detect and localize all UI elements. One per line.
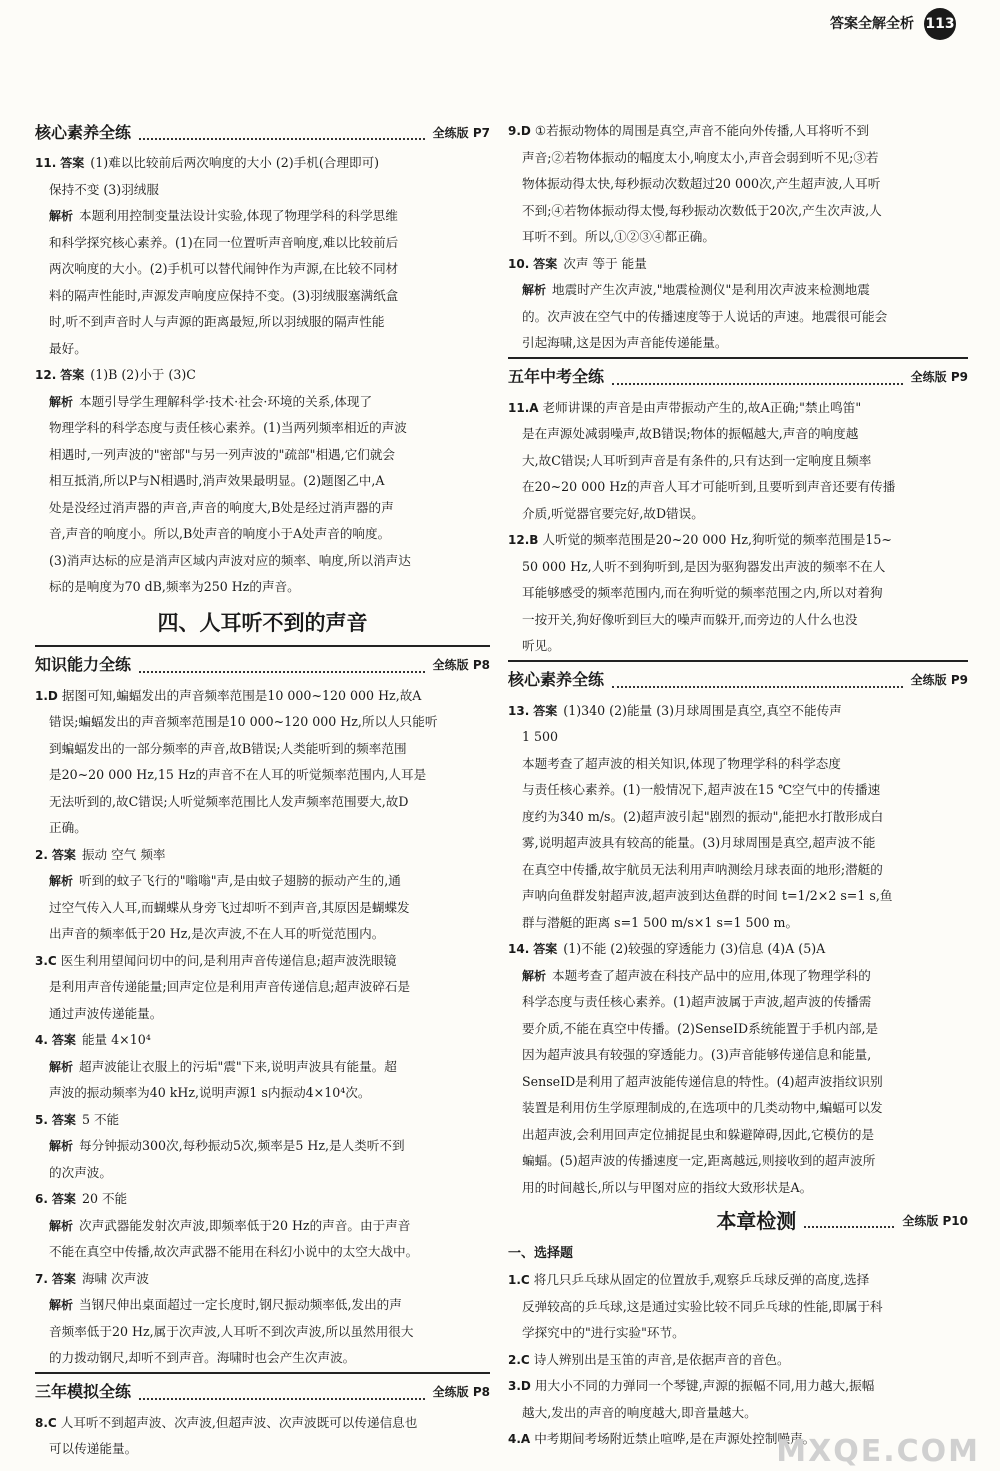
answer-item xyxy=(35,1107,490,1187)
item-number: 1.D xyxy=(35,688,58,703)
dotted-leader xyxy=(612,674,903,688)
item-number: 12. xyxy=(35,368,57,382)
analysis-line: 标的是响度为70 dB,频率为250 Hz的声音。 xyxy=(49,579,300,594)
analysis-line: 一按开关,狗好像听到巨大的噪声而躲开,而旁边的人什么也没 xyxy=(522,611,858,627)
answer-label: 答案 xyxy=(51,1271,76,1286)
watermark: MXQE.COM xyxy=(776,1433,980,1469)
analysis-line: 本题引导学生理解科学·技术·社会·环境的关系,体现了 xyxy=(79,393,373,409)
item-number: 8.C xyxy=(35,1415,57,1430)
section-header xyxy=(508,660,968,696)
answer-label: 答案 xyxy=(51,1033,76,1047)
left-column xyxy=(35,118,490,1463)
analysis-line: 在20~20 000 Hz的声音人耳才可能听到,且要听到声音还要有传播 xyxy=(522,479,896,494)
section-header xyxy=(35,1372,490,1408)
answer-item xyxy=(508,1373,968,1426)
analysis-line: 声波的振动频率为40 kHz,说明声源1 s内振动4×10⁴次。 xyxy=(49,1085,371,1100)
section-page-ref: 全练版 P7 xyxy=(432,125,490,140)
answer-item xyxy=(508,251,968,357)
analysis-line: 不能在真空中传播,故次声武器不能用在科幻小说中的太空大战中。 xyxy=(49,1244,419,1259)
answer-line: 5 不能 xyxy=(81,1111,120,1127)
answer-item xyxy=(508,527,968,660)
analysis-line: 的力拨动钢尺,却听不到声音。海啸时也会产生次声波。 xyxy=(49,1350,356,1365)
analysis-label: 解析 xyxy=(49,209,74,223)
analysis-line: 通过声波传递能量。 xyxy=(49,1005,163,1021)
analysis-line: 最好。 xyxy=(49,340,87,356)
page-number: 113 xyxy=(924,8,956,40)
answer-item xyxy=(35,683,490,842)
item-number: 2.C xyxy=(508,1352,530,1367)
analysis-line: 超声波能让衣服上的污垢"震"下来,说明声波具有能量。超 xyxy=(79,1058,397,1074)
analysis-line: 是20~20 000 Hz,15 Hz的声音不在人耳的听觉频率范围内,人耳是 xyxy=(49,767,427,782)
analysis-line: (3)消声达标的应是消声区域内声波对应的频率、响度,所以消声达 xyxy=(49,552,411,568)
answer-label: 答案 xyxy=(533,942,558,956)
right-column xyxy=(508,118,968,1453)
analysis-line: 因为超声波具有较强的穿透能力。(3)声音能够传递信息和能量, xyxy=(522,1047,872,1062)
analysis-line: 出超声波,会利用回声定位捕捉昆虫和躲避障碍,因此,它模仿的是 xyxy=(522,1126,875,1142)
item-number: 4.A xyxy=(508,1432,531,1446)
analysis-line: 群与潜艇的距离 s=1 500 m/s×1 s=1 500 m。 xyxy=(522,914,799,930)
analysis-line: ①若振动物体的周围是真空,声音不能向外传播,人耳将听不到 xyxy=(534,123,870,138)
analysis-line: 本题考查了超声波在科技产品中的应用,体现了物理学科的 xyxy=(552,967,871,983)
analysis-line: 不到;④若物体振动得太慢,每秒振动次数低于20次,产生次声波,人 xyxy=(522,202,882,218)
analysis-line: 老师讲课的声音是由声带振动产生的,故A正确;"禁止鸣笛" xyxy=(542,399,862,415)
answer-line: 20 不能 xyxy=(81,1191,128,1206)
section-header xyxy=(35,118,490,148)
analysis-line: 声音;②若物体振动的幅度太小,响度太小,声音会弱到听不见;③若 xyxy=(522,149,879,165)
answer-item xyxy=(35,150,490,362)
analysis-line: 两次响度的大小。(2)手机可以替代闹钟作为声源,在比较不同材 xyxy=(49,261,399,276)
answer-item xyxy=(35,948,490,1028)
subsection-title: 一、选择题 xyxy=(508,1246,574,1261)
answer-label: 答案 xyxy=(51,1192,76,1206)
answer-item xyxy=(35,362,490,601)
analysis-line: 耳能够感受的频率范围内,而在狗听觉的频率范围之内,所以对着狗 xyxy=(522,585,883,600)
analysis-line: 科学态度与责任核心素养。(1)超声波属于声波,超声波的传播需 xyxy=(522,994,872,1009)
analysis-line: 是利用声音传递能量;回声定位是利用声音传递信息;超声波碎石是 xyxy=(49,979,411,994)
analysis-line: 用的时间越长,所以与甲图对应的指纹大致形状是A。 xyxy=(522,1179,813,1195)
answer-item xyxy=(508,1347,968,1374)
analysis-line: 人耳听不到超声波、次声波,但超声波、次声波既可以传递信息也 xyxy=(60,1414,418,1430)
analysis-line: 听见。 xyxy=(522,638,560,653)
dotted-leader xyxy=(804,1214,894,1228)
answer-item xyxy=(35,1027,490,1107)
analysis-line: 正确。 xyxy=(49,820,87,835)
analysis-line: 处是没经过消声器的声音,声音的响度大,B处是经过消声器的声 xyxy=(49,499,394,515)
analysis-line: 诗人辨别出是玉笛的声音,是依据声音的音色。 xyxy=(533,1351,790,1367)
analysis-line: 越大,发出的声音的响度越大,即音量越大。 xyxy=(522,1404,757,1420)
answer-label: 答案 xyxy=(60,368,85,382)
item-number: 9.D xyxy=(508,124,531,138)
analysis-line: 音频率低于20 Hz,属于次声波,人耳听不到次声波,所以虽然用很大 xyxy=(49,1323,414,1339)
analysis-line: 出声音的频率低于20 Hz,是次声波,不在人耳的听觉范围内。 xyxy=(49,926,385,941)
analysis-line: 雾,说明超声波具有较高的能量。(3)月球周围是真空,超声波不能 xyxy=(522,835,876,850)
answer-item xyxy=(35,1410,490,1463)
item-number: 3.C xyxy=(35,953,57,968)
analysis-line: 度约为340 m/s。(2)超声波引起"剧烈的振动",能把水打散形成白 xyxy=(522,808,884,824)
header-title: 答案全解全析 xyxy=(830,15,914,32)
section-page-ref: 全练版 P9 xyxy=(910,673,968,688)
section-title: 本章检测 xyxy=(716,1208,797,1233)
analysis-line: 大,故C错误;人耳听到声音是有条件的,只有达到一定响度且频率 xyxy=(522,452,872,468)
analysis-line: 人听觉的频率范围是20~20 000 Hz,狗听觉的频率范围是15~ xyxy=(542,532,892,547)
section-title: 五年中考全练 xyxy=(508,367,605,387)
answer-line: 保持不变 (3)羽绒服 xyxy=(49,181,159,197)
analysis-line: 的次声波。 xyxy=(49,1164,112,1180)
analysis-line: 当钢尺伸出桌面超过一定长度时,钢尺振动频率低,发出的声 xyxy=(79,1297,402,1312)
item-number: 10. xyxy=(508,256,530,271)
answer-line: 振动 空气 频率 xyxy=(81,846,166,862)
analysis-line: 到蝙蝠发出的一部分频率的声音,故B错误;人类能听到的频率范围 xyxy=(49,740,407,756)
analysis-line: 引起海啸,这是因为声音能传递能量。 xyxy=(522,335,728,350)
section-title: 知识能力全练 xyxy=(35,655,132,675)
analysis-line: 时,听不到声音时人与声源的距离最短,所以羽绒服的隔声性能 xyxy=(49,314,385,329)
answer-item xyxy=(508,395,968,528)
item-number: 4. xyxy=(35,1033,48,1047)
answer-label: 答案 xyxy=(533,703,558,718)
analysis-line: 用大小不同的力弹同一个琴键,声源的振幅不同,用力越大,振幅 xyxy=(534,1378,875,1393)
answer-item xyxy=(508,698,968,937)
answer-line: 能量 4×10⁴ xyxy=(81,1032,151,1047)
analysis-line: 装置是利用仿生学原理制成的,在选项中的几类动物中,蝙蝠可以发 xyxy=(522,1100,883,1115)
analysis-line: 本题考查了超声波的相关知识,体现了物理学科的科学态度 xyxy=(522,755,841,771)
analysis-line: 是在声源处减弱噪声,故B错误;物体的振幅越大,声音的响度越 xyxy=(522,426,859,441)
analysis-line: 在真空中传播,故宇航员无法利用声呐测绘月球表面的地形;潜艇的 xyxy=(522,861,883,877)
answer-line: (1)难以比较前后两次响度的大小 (2)手机(合理即可) xyxy=(90,155,380,170)
analysis-line: 的。次声波在空气中的传播速度等于人说话的声速。地震很可能会 xyxy=(522,308,888,324)
section-title: 核心素养全练 xyxy=(35,122,132,142)
analysis-label: 解析 xyxy=(522,283,547,297)
analysis-line: 相互抵消,所以P与N相遇时,消声效果最明显。(2)题图乙中,A xyxy=(49,473,385,488)
analysis-line: 声呐向鱼群发射超声波,超声波到达鱼群的时间 t=1/2×2 s=1 s,鱼 xyxy=(522,888,893,903)
section-page-ref: 全练版 P10 xyxy=(902,1213,968,1228)
dotted-leader xyxy=(139,126,425,140)
analysis-line: 相遇时,一列声波的"密部"与另一列声波的"疏部"相遇,它们就会 xyxy=(49,446,396,462)
section-page-ref: 全练版 P8 xyxy=(432,1385,490,1400)
analysis-line: 介质,听觉器官要完好,故D错误。 xyxy=(522,505,704,521)
page-header xyxy=(830,8,956,40)
analysis-line: 次声武器能发射次声波,即频率低于20 Hz的声音。由于声音 xyxy=(79,1217,411,1233)
section-page-ref: 全练版 P8 xyxy=(432,658,490,673)
analysis-line: 地震时产生次声波,"地震检测仪"是利用次声波来检测地震 xyxy=(552,282,870,297)
analysis-line: 中考期间考场附近禁止喧哗,是在声源处控制噪声。 xyxy=(534,1431,816,1446)
analysis-line: 将几只乒乓球从固定的位置放手,观察乒乓球反弹的高度,选择 xyxy=(533,1272,870,1287)
analysis-label: 解析 xyxy=(49,1298,74,1312)
answer-item xyxy=(508,1267,968,1347)
answer-line: (1)不能 (2)较强的穿透能力 (3)信息 (4)A (5)A xyxy=(563,941,826,956)
analysis-line: 和科学探究核心素养。(1)在同一位置听声音响度,难以比较前后 xyxy=(49,234,399,250)
section-page-ref: 全练版 P9 xyxy=(910,370,968,385)
analysis-line: 无法听到的,故C错误;人听觉频率范围比人发声频率范围要大,故D xyxy=(49,793,409,809)
analysis-line: 本题利用控制变量法设计实验,体现了物理学科的科学思维 xyxy=(79,208,398,223)
analysis-line: 错误;蝙蝠发出的声音频率范围是10 000~120 000 Hz,所以人只能听 xyxy=(49,714,438,729)
answer-line: (1)B (2)小于 (3)C xyxy=(90,367,196,382)
answer-label: 答案 xyxy=(533,256,558,271)
analysis-label: 解析 xyxy=(522,968,547,983)
answer-label: 答案 xyxy=(60,156,85,170)
item-number: 11. xyxy=(35,156,57,170)
item-number: 2. xyxy=(35,847,48,862)
analysis-label: 解析 xyxy=(49,1139,74,1153)
item-number: 3.D xyxy=(508,1379,531,1393)
section-title: 核心素养全练 xyxy=(508,670,605,690)
answer-item xyxy=(508,936,968,1201)
item-number: 12.B xyxy=(508,533,539,547)
section-title: 三年模拟全练 xyxy=(35,1382,132,1402)
analysis-line: 医生利用望闻问切中的问,是利用声音传递信息;超声波洗眼镜 xyxy=(60,952,397,968)
analysis-line: 过空气传入人耳,而蝴蝶从身旁飞过却听不到声音,其原因是蝴蝶发 xyxy=(49,899,410,915)
answer-line: 海啸 次声波 xyxy=(81,1270,149,1286)
analysis-line: 料的隔声性能时,声源发声响度应保持不变。(3)羽绒服塞满纸盒 xyxy=(49,287,399,303)
analysis-line: 音,声音的响度小。所以,B处声音的响度小于A处声音的响度。 xyxy=(49,526,391,541)
analysis-line: 物理学科的科学态度与责任核心素养。(1)当两列频率相近的声波 xyxy=(49,420,407,435)
chapter-heading: 四、人耳听不到的声音 xyxy=(157,610,368,635)
section-header xyxy=(35,645,490,681)
dotted-leader xyxy=(139,1386,425,1400)
analysis-line: 蝙蝠。(5)超声波的传播速度一定,距离越远,则接收到的超声波所 xyxy=(522,1153,876,1168)
chapter-test-header xyxy=(508,1201,968,1241)
analysis-label: 解析 xyxy=(49,1059,74,1074)
answer-line: (1)340 (2)能量 (3)月球周围是真空,真空不能传声 xyxy=(563,702,842,718)
analysis-line: 反弹较高的乒乓球,这是通过实验比较不同乒乓球的性能,即属于科 xyxy=(522,1298,883,1314)
item-number: 13. xyxy=(508,703,530,718)
item-number: 7. xyxy=(35,1271,48,1286)
answer-line: 1 500 xyxy=(522,729,559,744)
analysis-line: 耳听不到。所以,①②③④都正确。 xyxy=(522,229,715,244)
section-header xyxy=(508,357,968,393)
item-number: 1.C xyxy=(508,1273,530,1287)
analysis-line: 物体振动得太快,每秒振动次数超过20 000次,产生超声波,人耳听 xyxy=(522,176,881,191)
answer-label: 答案 xyxy=(51,847,76,862)
answer-item xyxy=(508,118,968,251)
analysis-line: 与责任核心素养。(1)一般情况下,超声波在15 ℃空气中的传播速 xyxy=(522,782,881,797)
analysis-line: 据图可知,蝙蝠发出的声音频率范围是10 000~120 000 Hz,故A xyxy=(61,687,422,703)
analysis-line: 听到的蚊子飞行的"嗡嗡"声,是由蚊子翅膀的振动产生的,通 xyxy=(79,873,401,888)
dotted-leader xyxy=(612,371,903,385)
item-number: 5. xyxy=(35,1112,48,1127)
item-number: 11.A xyxy=(508,400,539,415)
answer-line: 次声 等于 能量 xyxy=(563,255,647,271)
analysis-label: 解析 xyxy=(49,874,74,888)
analysis-label: 解析 xyxy=(49,1218,74,1233)
dotted-leader xyxy=(139,659,425,673)
analysis-label: 解析 xyxy=(49,394,74,409)
answer-item xyxy=(35,1266,490,1372)
analysis-line: 50 000 Hz,人听不到狗听到,是因为驱狗器发出声波的频率不在人 xyxy=(522,558,886,574)
analysis-line: 要介质,不能在真空中传播。(2)SenseID系统能置于手机内部,是 xyxy=(522,1020,879,1036)
item-number: 14. xyxy=(508,942,530,956)
answer-item xyxy=(35,1186,490,1266)
answer-label: 答案 xyxy=(51,1112,76,1127)
analysis-line: 每分钟振动300次,每秒振动5次,频率是5 Hz,是人类听不到 xyxy=(79,1138,405,1153)
answer-item xyxy=(35,842,490,948)
item-number: 6. xyxy=(35,1192,48,1206)
analysis-line: 学探究中的"进行实验"环节。 xyxy=(522,1325,685,1340)
analysis-line: SenseID是利用了超声波能传递信息的特性。(4)超声波指纹识别 xyxy=(522,1073,883,1089)
analysis-line: 可以传递能量。 xyxy=(49,1441,138,1456)
